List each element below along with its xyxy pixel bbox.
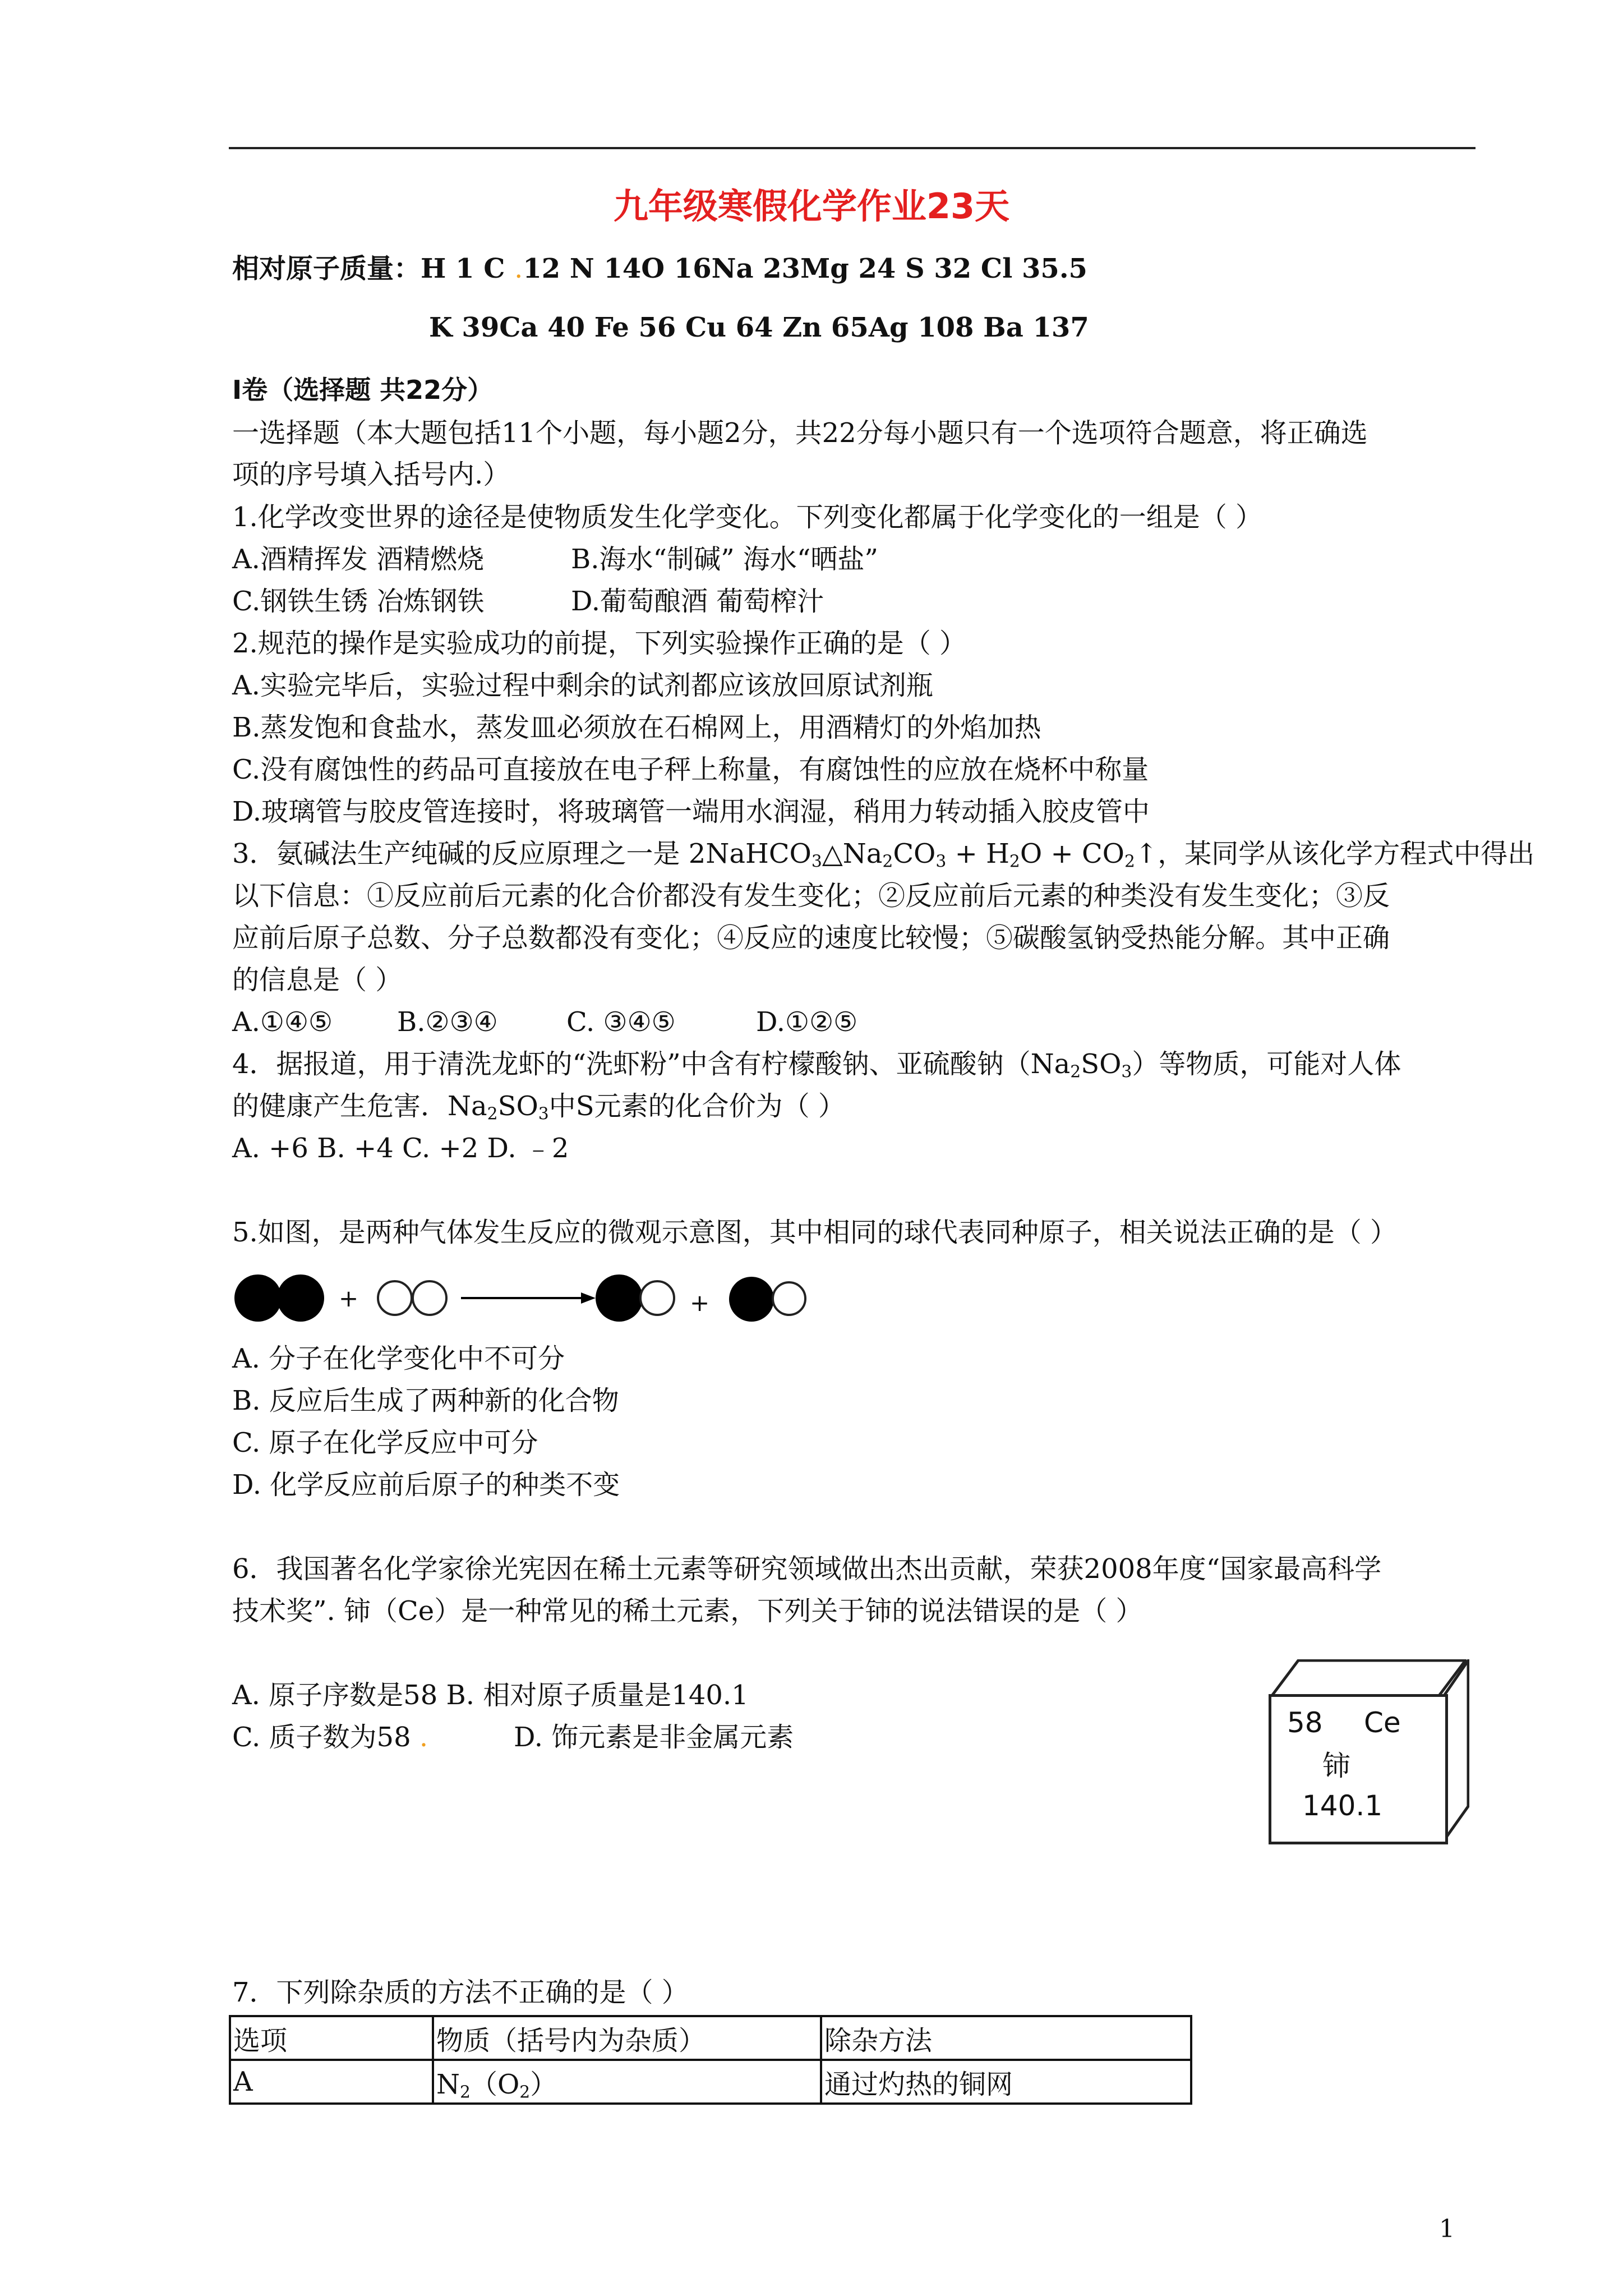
element-symbol: Ce — [1364, 1706, 1401, 1739]
q3-equation-c: CO — [893, 838, 936, 869]
q4-options: A. +6 B. +4 C. +2 D. ﹣2 — [232, 1133, 569, 1164]
q1-option-a: A.酒精挥发 酒精燃烧 — [232, 544, 485, 575]
white-atom-icon — [772, 1281, 806, 1316]
q4-text-d: 的健康产生危害．Na — [232, 1091, 487, 1122]
q6-option-c — [232, 1724, 428, 1751]
q5-option-d: D. 化学反应前后原子的种类不变 — [232, 1469, 620, 1501]
q2-option-a: A.实验完毕后，实验过程中剩余的试剂都应该放回原试剂瓶 — [232, 670, 933, 701]
q3-equation-e: O + CO — [1020, 838, 1125, 869]
formula-part: N — [436, 2068, 460, 2100]
q4-sub: 2 — [1070, 1062, 1081, 1082]
q2-stem: 2.规范的操作是实验成功的前提，下列实验操作正确的是（ ） — [232, 628, 967, 659]
black-atom-icon — [596, 1274, 643, 1322]
section-instruction-1: 一选择题（本大题包括11个小题，每小题2分，共22分每小题只有一个选项符合题意，将正确选 — [232, 417, 1368, 449]
formula-sub: 2 — [519, 2082, 531, 2102]
q4-text-f: 中S元素的化合价为（ ） — [548, 1091, 845, 1122]
q4-line-2 — [232, 1091, 845, 1124]
q3-sub: 2 — [1009, 852, 1020, 872]
formula-part: （O — [470, 2068, 520, 2100]
table-row — [230, 2060, 1191, 2104]
q2-option-d: D.玻璃管与胶皮管连接时，将玻璃管一端用水润湿，稍用力转动插入胶皮管中 — [232, 796, 1150, 827]
white-atom-icon — [412, 1280, 448, 1316]
atomic-mass-label: 相对原子质量： — [232, 253, 421, 284]
q2-option-b: B.蒸发饱和食盐水，蒸发皿必须放在石棉网上，用酒精灯的外焰加热 — [232, 712, 1041, 743]
white-atom-icon — [639, 1280, 675, 1316]
table-cell-option: A — [230, 2060, 433, 2104]
q5-option-c: C. 原子在化学反应中可分 — [232, 1427, 538, 1458]
plus-sign: + — [690, 1289, 710, 1317]
element-name: 铈 — [1322, 1750, 1350, 1782]
q6-option-d: D. 饰元素是非金属元素 — [514, 1722, 794, 1753]
formula-sub: 2 — [460, 2082, 471, 2102]
q1-option-c: C.钢铁生锈 冶炼钢铁 — [232, 586, 485, 617]
q3-sub: 3 — [811, 852, 822, 872]
table-header-cell: 除杂方法 — [821, 2016, 1191, 2060]
reaction-arrow-line — [461, 1297, 588, 1299]
impurity-table — [229, 2015, 1192, 2105]
black-atom-icon — [277, 1274, 324, 1322]
atomic-mass-values-a: H 1 C — [421, 253, 515, 284]
white-atom-icon — [377, 1280, 413, 1316]
q3-equation-d: + H — [946, 838, 1009, 869]
q1-option-d: D.葡萄酿酒 葡萄榨汁 — [571, 586, 824, 617]
q6-line-1: 6．我国著名化学家徐光宪因在稀土元素等研究领域做出杰出贡献，荣获2008年度“国家最高科学 — [232, 1553, 1382, 1585]
stray-dot: . — [419, 1722, 428, 1753]
q3-line-4: 的信息是（ ） — [232, 964, 403, 996]
section-instruction-2: 项的序号填入括号内.） — [232, 459, 510, 490]
q5-option-a: A. 分子在化学变化中不可分 — [232, 1343, 565, 1374]
q3-line-3: 应前后原子总数、分子总数都没有变化；④反应的速度比较慢；⑤碳酸氢钠受热能分解。其中正确 — [232, 922, 1390, 954]
header-rule — [229, 147, 1476, 149]
q3-option-c: C. ③④⑤ — [566, 1006, 676, 1038]
q3-equation-b: △Na — [822, 838, 883, 869]
q3-option-b: B.②③④ — [397, 1006, 498, 1038]
table-header-cell: 物质（括号内为杂质） — [433, 2016, 821, 2060]
atomic-number: 58 — [1287, 1706, 1323, 1739]
q3-equation-f: ↑，某同学从该化学方程式中得出 — [1135, 838, 1535, 869]
table-header-row — [230, 2016, 1191, 2060]
q1-option-b: B.海水“制碱” 海水“晒盐” — [571, 544, 878, 575]
table-cell-method: 通过灼热的铜网 — [821, 2060, 1191, 2104]
section-title: Ⅰ卷（选择题 共22分） — [232, 375, 494, 405]
atomic-mass: 140.1 — [1302, 1789, 1383, 1822]
q3-line-1 — [232, 838, 1535, 872]
q4-line-1 — [232, 1048, 1401, 1082]
black-atom-icon — [729, 1277, 774, 1322]
stray-dot: . — [514, 253, 523, 284]
q3-sub: 3 — [935, 852, 947, 872]
q2-option-c: C.没有腐蚀性的药品可直接放在电子秤上称量，有腐蚀性的应放在烧杯中称量 — [232, 754, 1149, 785]
atomic-mass-line-2: K 39Ca 40 Fe 56 Cu 64 Zn 65Ag 108 Ba 137 — [429, 312, 1089, 343]
plus-sign: + — [339, 1285, 359, 1312]
q5-option-b: B. 反应后生成了两种新的化合物 — [232, 1385, 619, 1416]
q3-sub: 2 — [1124, 852, 1135, 872]
q3-option-d: D.①②⑤ — [756, 1006, 858, 1038]
q4-sub: 3 — [1121, 1062, 1132, 1082]
q1-stem: 1.化学改变世界的途径是使物质发生化学变化。下列变化都属于化学变化的一组是（ ） — [232, 501, 1263, 533]
table-cell-substance — [433, 2060, 821, 2104]
q4-text-e: SO — [497, 1091, 538, 1122]
q3-option-a: A.①④⑤ — [232, 1006, 333, 1038]
q4-sub: 3 — [538, 1104, 549, 1124]
table-header-cell: 选项 — [230, 2016, 433, 2060]
black-atom-icon — [234, 1274, 282, 1322]
formula-part: ） — [530, 2068, 557, 2100]
atomic-mass-values-b: 12 N 14O 16Na 23Mg 24 S 32 Cl 35.5 — [523, 253, 1087, 284]
q7-stem: 7．下列除杂质的方法不正确的是（ ） — [232, 1977, 689, 2008]
q6-line-2: 技术奖”. 铈（Ce）是一种常见的稀土元素，下列关于铈的说法错误的是（ ） — [232, 1595, 1143, 1627]
q4-text-a: 4．据报道，用于清洗龙虾的“洗虾粉”中含有柠檬酸钠、亚硫酸钠（Na — [232, 1048, 1071, 1080]
q4-text-c: ）等物质，可能对人体 — [1132, 1048, 1401, 1080]
q3-equation-a: 3．氨碱法生产纯碱的反应原理之一是 2NaHCO — [232, 838, 811, 869]
reaction-arrow-head-icon — [581, 1292, 596, 1304]
q6-option-ab: A. 原子序数是58 B. 相对原子质量是140.1 — [232, 1680, 749, 1711]
q4-text-b: SO — [1081, 1048, 1122, 1080]
q6-option-c-text: C. 质子数为58 — [232, 1722, 419, 1753]
q5-stem: 5.如图，是两种气体发生反应的微观示意图，其中相同的球代表同种原子，相关说法正确的是（ ） — [232, 1217, 1398, 1248]
q4-sub: 2 — [487, 1104, 498, 1124]
cube-top-face — [1271, 1659, 1467, 1697]
page-number: 1 — [1439, 2215, 1455, 2243]
atomic-mass-line-1 — [232, 255, 1087, 282]
q3-sub: 2 — [882, 852, 893, 872]
page-title: 九年级寒假化学作业23天 — [613, 186, 1010, 227]
q3-line-2: 以下信息：①反应前后元素的化合价都没有发生变化；②反应前后元素的种类没有发生变化；③反 — [232, 880, 1390, 912]
